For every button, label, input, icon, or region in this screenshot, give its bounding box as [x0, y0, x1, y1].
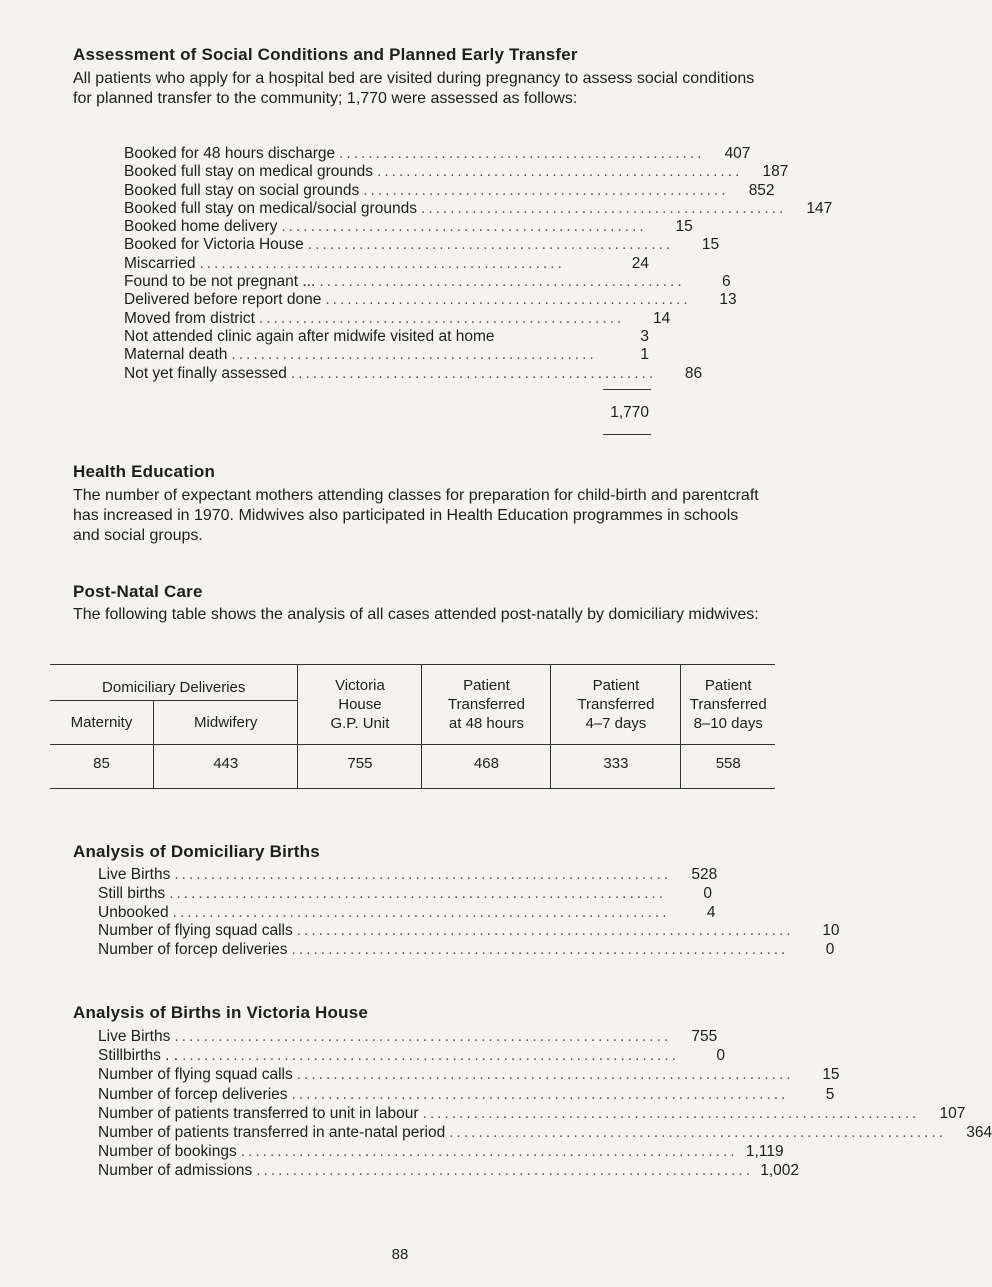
- page-number: 88: [391, 1246, 409, 1263]
- value-transferred-4-7: 333: [551, 745, 681, 789]
- value-transferred-8-10: 558: [681, 745, 775, 789]
- list-item: Booked for Victoria House .................................................. 15: [124, 236, 720, 254]
- list-item: Booked full stay on medical grounds .................................................. 187: [124, 163, 789, 181]
- victoria-births-heading: Analysis of Births in Victoria House: [73, 1003, 369, 1022]
- col-victoria-house: Victoria House G.P. Unit: [298, 665, 422, 745]
- total-rule-bottom: [603, 434, 651, 435]
- post-natal-table: [50, 664, 775, 789]
- health-education-heading: Health Education: [73, 462, 216, 481]
- list-item: Number of flying squad calls .................................................................... 15: [98, 1066, 840, 1084]
- list-item: Number of patients transferred in ante-natal period .................................................................... 364: [98, 1124, 992, 1142]
- assessment-total: 1,770: [610, 404, 649, 421]
- list-item: Number of admissions .................................................................... 1,002: [98, 1162, 800, 1180]
- list-item: Booked full stay on medical/social grounds .................................................. 147: [124, 199, 833, 217]
- list-item: Delivered before report done .................................................. 13: [124, 291, 737, 309]
- list-item: Booked for 48 hours discharge .................................................. 407: [124, 145, 751, 162]
- value-maternity: 85: [50, 745, 154, 789]
- col-transferred-4-7: Patient Transferred 4–7 days: [551, 665, 681, 745]
- table-row: [50, 745, 775, 789]
- assessment-list: [124, 145, 833, 383]
- domiciliary-births-heading: Analysis of Domiciliary Births: [73, 842, 320, 861]
- domiciliary-births-list: [98, 866, 840, 960]
- health-education-text: The number of expectant mothers attending classes for preparation for child-birth and parentcraft has increased in 1970. Midwives also participated in Health Education programmes in schools and social groups.: [73, 487, 759, 544]
- list-item: Maternal death .................................................. 1: [124, 346, 649, 364]
- subheader-maternity: Maternity: [70, 714, 133, 731]
- total-rule-top: [603, 389, 651, 390]
- list-item: Booked home delivery .................................................. 15: [124, 218, 693, 236]
- assessment-intro: All patients who apply for a hospital bed are visited during pregnancy to assess social conditions for planned transfer to the community; 1,770 were assessed as follows:: [73, 70, 755, 107]
- list-item: Moved from district .................................................. 14: [124, 309, 671, 327]
- list-item: Still births .................................................................... 0: [98, 884, 713, 902]
- col-transferred-48: Patient Transferred at 48 hours: [422, 665, 551, 745]
- list-item: Stillbirths . . .................................................................... 0: [98, 1047, 725, 1065]
- list-item: Booked full stay on social grounds .................................................. 852: [124, 181, 775, 199]
- value-transferred-48: 468: [422, 745, 551, 789]
- list-item: Miscarried .................................................. 24: [124, 254, 649, 272]
- assessment-heading: Assessment of Social Conditions and Planned Early Transfer: [73, 45, 578, 64]
- value-victoria-house: 755: [298, 745, 422, 789]
- subheader-midwifery: Midwifery: [154, 701, 298, 745]
- post-natal-text: The following table shows the analysis of all cases attended post-natally by domiciliary midwives:: [73, 606, 759, 623]
- post-natal-heading: Post-Natal Care: [73, 582, 203, 601]
- list-item: Found to be not pregnant ... .................................................. 6: [124, 273, 731, 291]
- list-item: Live Births .................................................................... 755: [98, 1028, 718, 1045]
- list-item: Number of forcep deliveries .................................................................... 5: [98, 1085, 835, 1103]
- list-item: Not attended clinic again after midwife visited at home 3: [124, 327, 649, 345]
- list-item: Number of patients transferred to unit in labour .................................................................... 107: [98, 1104, 966, 1122]
- list-item: Live Births .................................................................... 528: [98, 866, 718, 883]
- list-item: Unbooked .................................................................... 4: [98, 903, 716, 921]
- list-item: Number of forcep deliveries .................................................................... 0: [98, 941, 835, 959]
- list-item: Number of bookings .................................................................... 1,119: [98, 1143, 784, 1161]
- list-item: Number of flying squad calls .................................................................... 10: [98, 922, 840, 940]
- victoria-births-list: [98, 1027, 992, 1181]
- col-transferred-8-10: Patient Transferred 8–10 days: [681, 665, 775, 745]
- value-midwifery: 443: [154, 745, 298, 789]
- group-header-domiciliary: Domiciliary Deliveries: [50, 665, 298, 701]
- list-item: Not yet finally assessed .................................................. 86: [124, 364, 703, 382]
